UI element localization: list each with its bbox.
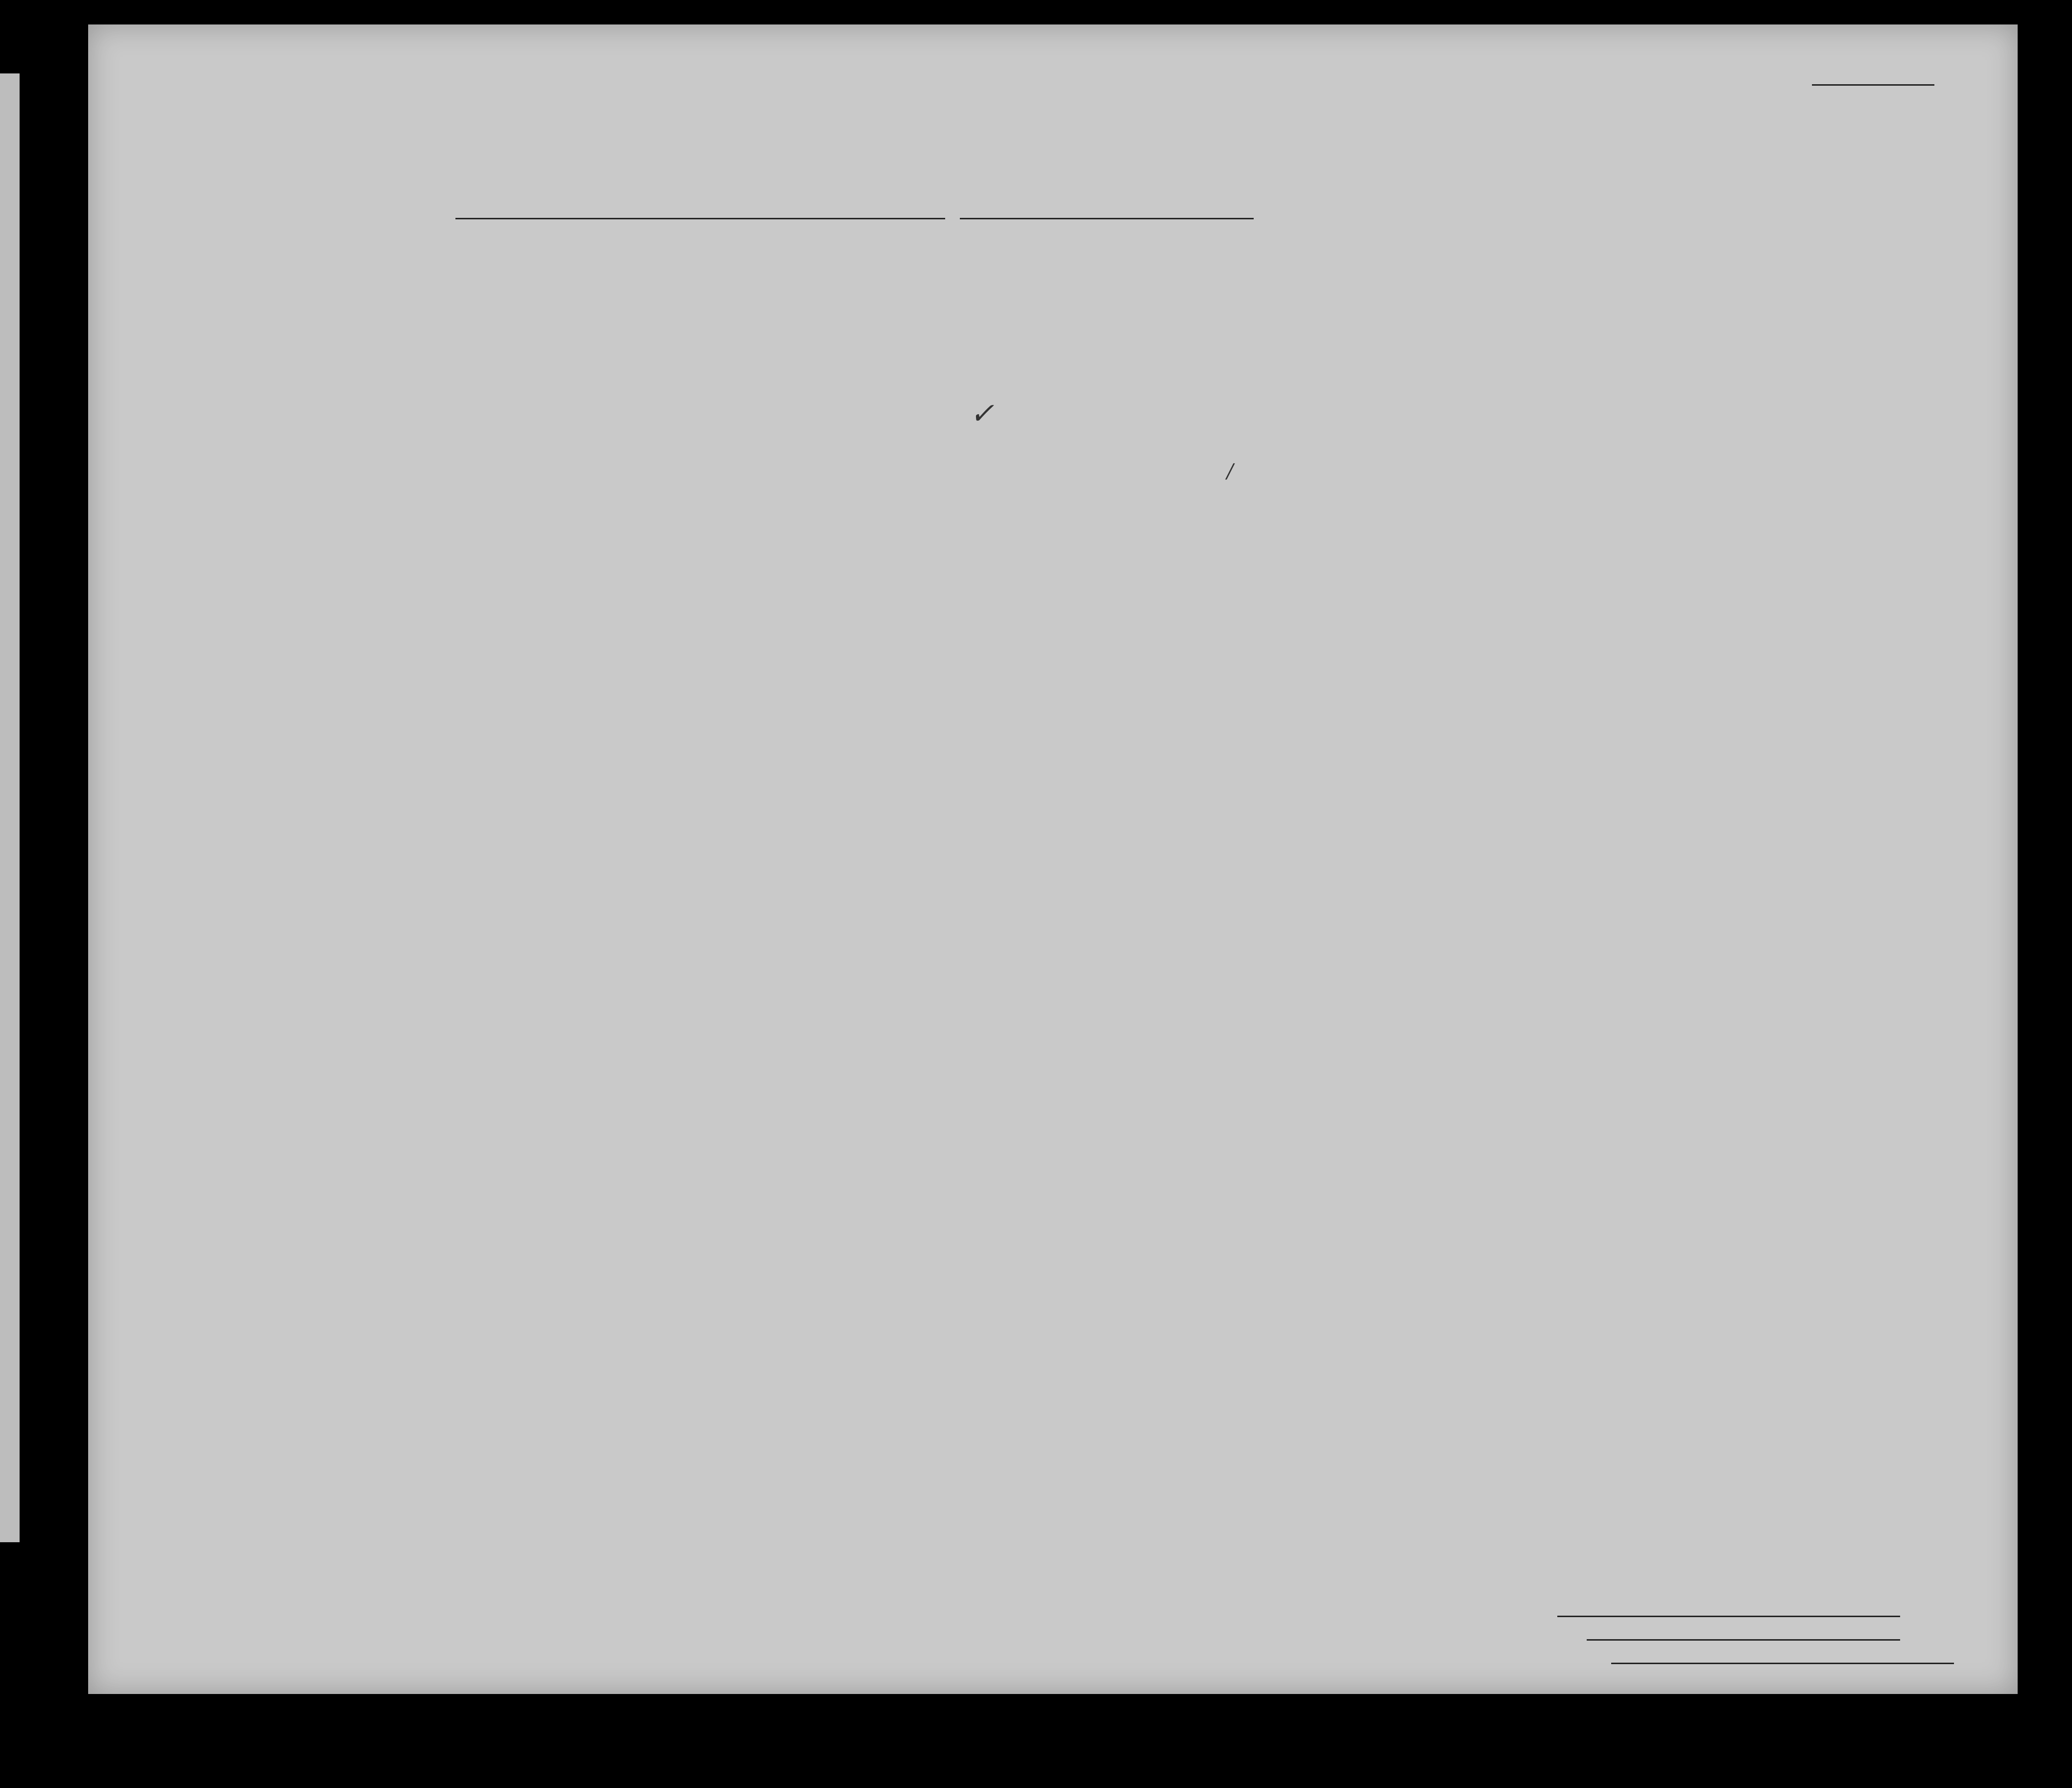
header-anarchist (1423, 284, 1437, 401)
header-excluded (1533, 284, 1552, 401)
header-purpose-return (1244, 311, 1288, 404)
tick-mark: / (1227, 460, 1234, 483)
header-fifty-dollars (803, 279, 823, 401)
header-purpose-length (1290, 311, 1320, 404)
header-labor-offer (1496, 284, 1530, 401)
header-polygamist (1398, 284, 1413, 401)
header-inches (1718, 348, 1733, 401)
header-overthrow (1445, 284, 1489, 401)
header-prison (1354, 284, 1388, 401)
owners-underline (1587, 1639, 1900, 1641)
header-ticket (678, 279, 693, 401)
header-feet (1695, 348, 1710, 401)
header-purpose-citizen (1320, 311, 1344, 404)
line-underline (1557, 1616, 1900, 1617)
check-mark-icon: ✓ (970, 397, 995, 431)
header-deported (1557, 284, 1577, 401)
agents-underline (1611, 1663, 1954, 1664)
